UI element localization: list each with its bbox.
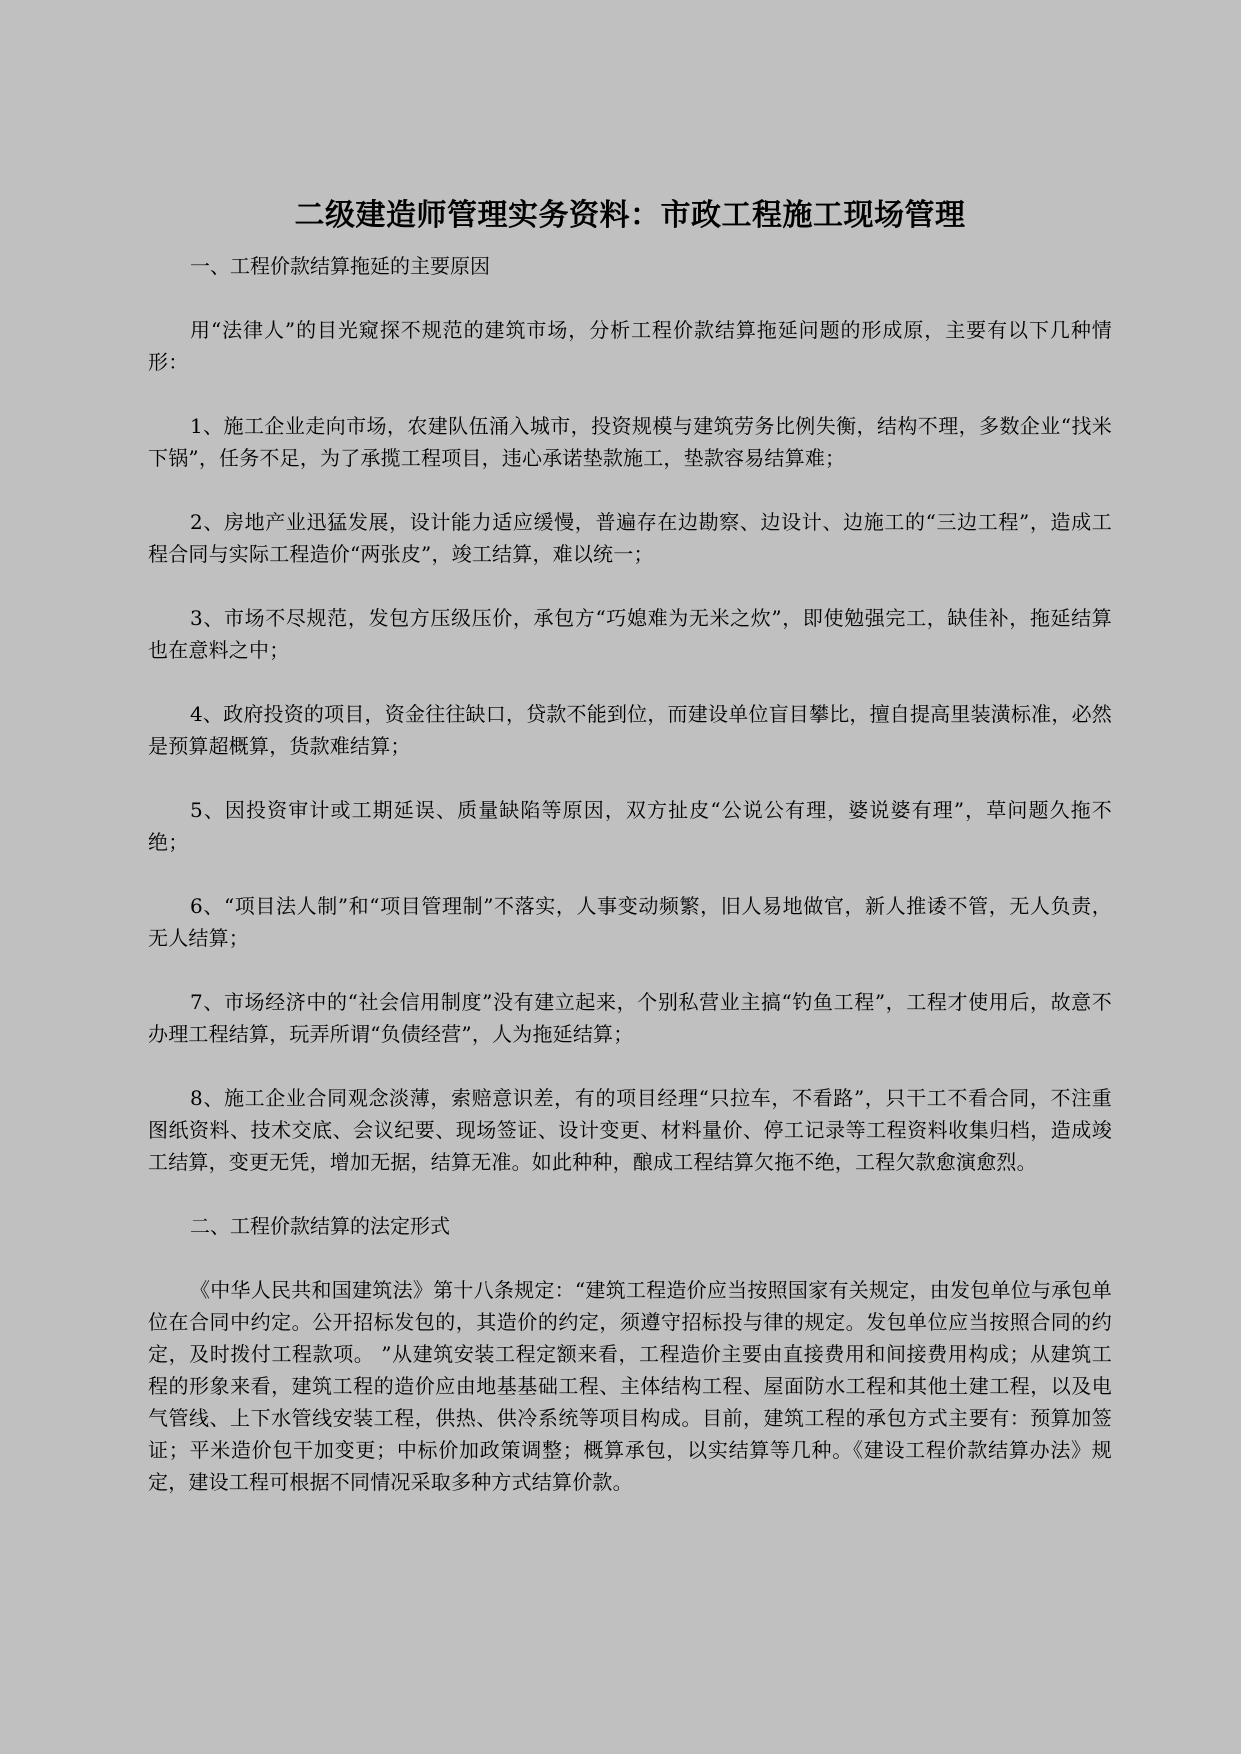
list-item-6: 6、“项目法人制”和“项目管理制”不落实，人事变动频繁，旧人易地做官，新人推诿不管，无人负责，无人结算； — [148, 894, 1112, 950]
intro-paragraph: 用“法律人”的目光窥探不规范的建筑市场，分析工程价款结算拖延问题的形成原，主要有以下几种情形： — [148, 318, 1112, 374]
section-heading-1: 一、工程价款结算拖延的主要原因 — [190, 254, 490, 278]
list-item-7: 7、市场经济中的“社会信用制度”没有建立起来，个别私营业主搞“钓鱼工程”，工程才使用后，故意不办理工程结算，玩弄所谓“负债经营”，人为拖延结算； — [148, 990, 1112, 1046]
list-item-4: 4、政府投资的项目，资金往往缺口，贷款不能到位，而建设单位盲目攀比，擅自提高里装潢标准，必然是预算超概算，货款难结算； — [148, 702, 1112, 758]
document-page — [148, 196, 1112, 1530]
document-title: 二级建造师管理实务资料：市政工程施工现场管理 — [294, 198, 966, 233]
section-heading-2: 二、工程价款结算的法定形式 — [190, 1214, 450, 1238]
list-item-1: 1、施工企业走向市场，农建队伍涌入城市，投资规模与建筑劳务比例失衡，结构不理，多数企业“找米下锅”，任务不足，为了承揽工程项目，违心承诺垫款施工，垫款容易结算难； — [148, 414, 1112, 470]
list-item-5: 5、因投资审计或工期延误、质量缺陷等原因，双方扯皮“公说公有理，婆说婆有理”，草问题久拖不绝； — [148, 798, 1112, 854]
list-item-8: 8、施工企业合同观念淡薄，索赔意识差，有的项目经理“只拉车，不看路”，只干工不看合同，不注重图纸资料、技术交底、会议纪要、现场签证、设计变更、材料量价、停工记录等工程资料收集归档，造成竣工结算，变更无凭，增加无据，结算无准。如此种种，酿成工程结算欠拖不绝，工程欠款愈演愈烈。 — [148, 1086, 1112, 1174]
list-item-2: 2、房地产业迅猛发展，设计能力适应缓慢，普遍存在边勘察、边设计、边施工的“三边工程”，造成工程合同与实际工程造价“两张皮”，竣工结算，难以统一； — [148, 510, 1112, 566]
list-item-3: 3、市场不尽规范，发包方压级压价，承包方“巧媳难为无米之炊”，即使勉强完工，缺佳补，拖延结算也在意料之中； — [148, 606, 1112, 662]
section2-paragraph: 《中华人民共和国建筑法》第十八条规定：“建筑工程造价应当按照国家有关规定，由发包单位与承包单位在合同中约定。公开招标发包的，其造价的约定，须遵守招标投与律的规定。发包单位应当按照合同的约定，及时拨付工程款项。 ”从建筑安装工程定额来看，工程造价主要由直接费用和间接费用构成；从建筑工程的形象来看，建筑工程的造价应由地基基础工程、主体结构工程、屋面防水工程和其他土建工程，以及电气管线、上下水管线安装工程，供热、供冷系统等项目构成。目前，建筑工程的承包方式主要有：预算加签证；平米造价包干加变更；中标价加政策调整；概算承包，以实结算等几种。《建设工程价款结算办法》规定，建设工程可根据不同情况采取多种方式结算价款。 — [148, 1278, 1112, 1494]
